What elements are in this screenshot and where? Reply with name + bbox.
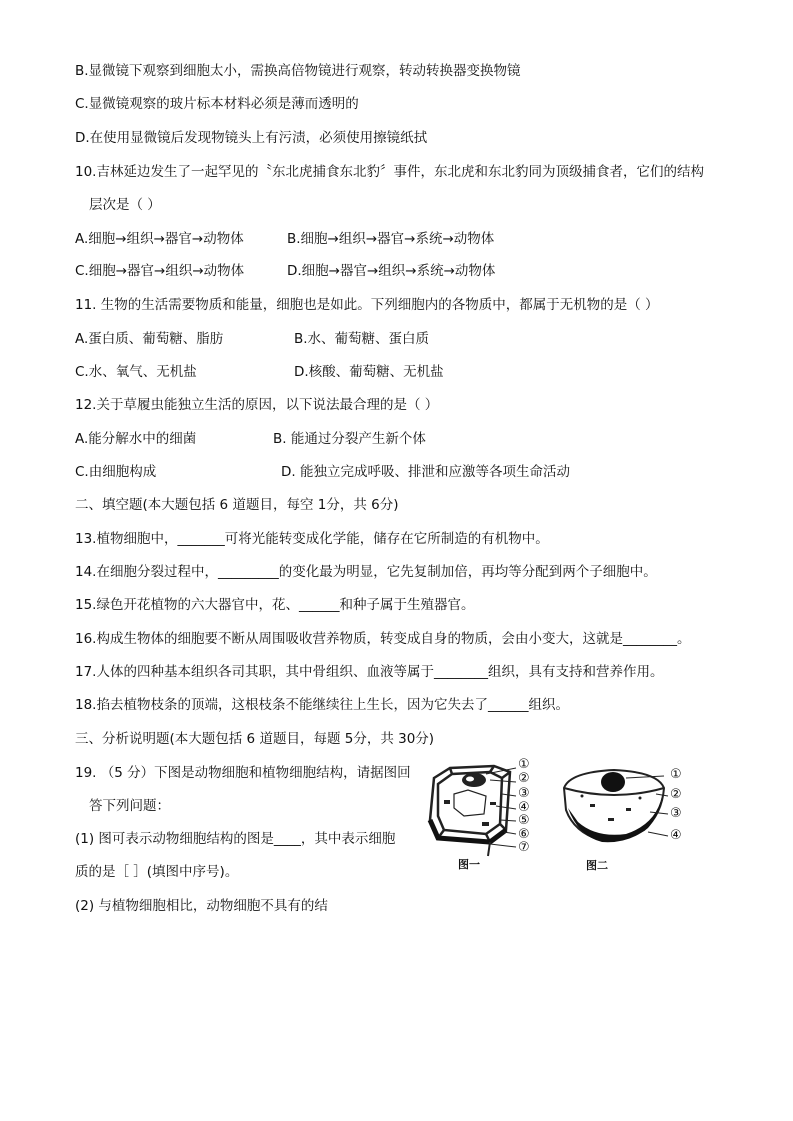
section-3-heading: 三、分析说明题(本大题包括 6 道题目，每题 5分，共 30分) xyxy=(75,731,435,747)
q15: 15.绿色开花植物的六大器官中，花、______和种子属于生殖器官。 xyxy=(75,597,475,613)
figure-2-caption: 图二 xyxy=(586,859,608,872)
figure-1-label-1: ① xyxy=(518,757,530,772)
q19-sub2: (2) 与植物细胞相比，动物细胞不具有的结 xyxy=(75,898,328,914)
q12-option-d: D. 能独立完成呼吸、排泄和应激等各项生命活动 xyxy=(281,464,570,480)
q11-option-d: D.核酸、葡萄糖、无机盐 xyxy=(294,364,444,380)
figure-1-label-7: ⑦ xyxy=(518,840,530,855)
q17: 17.人体的四种基本组织各司其职，其中骨组织、血液等属于________组织，具有支持和营养作用。 xyxy=(75,664,664,680)
q11-stem: 11. 生物的生活需要物质和能量，细胞也是如此。下列细胞内的各物质中，都属于无机物的是（ ） xyxy=(75,297,659,313)
section-2-heading: 二、填空题(本大题包括 6 道题目，每空 1分，共 6分) xyxy=(75,497,399,513)
figure-2-label-3: ③ xyxy=(670,806,682,821)
q10-option-a: A.细胞→组织→器官→动物体 xyxy=(75,231,244,247)
q10-option-b: B.细胞→组织→器官→系统→动物体 xyxy=(287,231,495,247)
q13: 13.植物细胞中，_______可将光能转变成化学能，储存在它所制造的有机物中。 xyxy=(75,531,549,547)
q12-option-b: B. 能通过分裂产生新个体 xyxy=(273,431,426,447)
q19-sub1: (1) 图可表示动物细胞结构的图是____，其中表示细胞 xyxy=(75,831,396,847)
q11-option-c: C.水、氧气、无机盐 xyxy=(75,364,197,380)
figure-1-label-4: ④ xyxy=(518,800,530,815)
figure-2-cell-diagram xyxy=(560,762,670,858)
figure-1-label-6: ⑥ xyxy=(518,827,530,842)
figure-2-label-2: ② xyxy=(670,787,682,802)
q9-option-c: C.显微镜观察的玻片标本材料必须是薄而透明的 xyxy=(75,96,359,112)
q19-stem: 19. （5 分）下图是动物细胞和植物细胞结构，请据图回 xyxy=(75,765,411,781)
figure-1-label-3: ③ xyxy=(518,786,530,801)
figure-2-label-1: ① xyxy=(670,767,682,782)
figure-1-label-5: ⑤ xyxy=(518,813,530,828)
figure-2-label-4: ④ xyxy=(670,828,682,843)
q9-option-b: B.显微镜下观察到细胞太小，需换高倍物镜进行观察，转动转换器变换物镜 xyxy=(75,63,521,79)
figure-1-caption: 图一 xyxy=(458,858,480,871)
q12-stem: 12.关于草履虫能独立生活的原因，以下说法最合理的是（ ） xyxy=(75,397,439,413)
q10-stem-cont: 层次是（ ） xyxy=(89,197,161,213)
q11-option-a: A.蛋白质、葡萄糖、脂肪 xyxy=(75,331,224,347)
q18: 18.掐去植物枝条的顶端，这根枝条不能继续往上生长，因为它失去了______组织。 xyxy=(75,697,569,713)
q12-option-c: C.由细胞构成 xyxy=(75,464,157,480)
q10-option-d: D.细胞→器官→组织→系统→动物体 xyxy=(287,263,496,279)
q19-stem-cont: 答下列问题： xyxy=(89,798,170,814)
q19-sub1-cont: 质的是［ ］(填图中序号)。 xyxy=(75,864,239,880)
q9-option-d: D.在使用显微镜后发现物镜头上有污渍，必须使用擦镜纸拭 xyxy=(75,130,428,146)
q14: 14.在细胞分裂过程中，_________的变化最为明显，它先复制加倍，再均等分配到两个子细胞中。 xyxy=(75,564,657,580)
q16: 16.构成生物体的细胞要不断从周围吸收营养物质，转变成自身的物质，会由小变大，这就是________。 xyxy=(75,631,691,647)
q10-stem: 10.吉林延边发生了一起罕见的〝东北虎捕食东北豹〞事件，东北虎和东北豹同为顶级捕食者，它们的结构 xyxy=(75,164,704,180)
figure-1-label-2: ② xyxy=(518,771,530,786)
q10-option-c: C.细胞→器官→组织→动物体 xyxy=(75,263,245,279)
q12-option-a: A.能分解水中的细菌 xyxy=(75,431,197,447)
q11-option-b: B.水、葡萄糖、蛋白质 xyxy=(294,331,430,347)
